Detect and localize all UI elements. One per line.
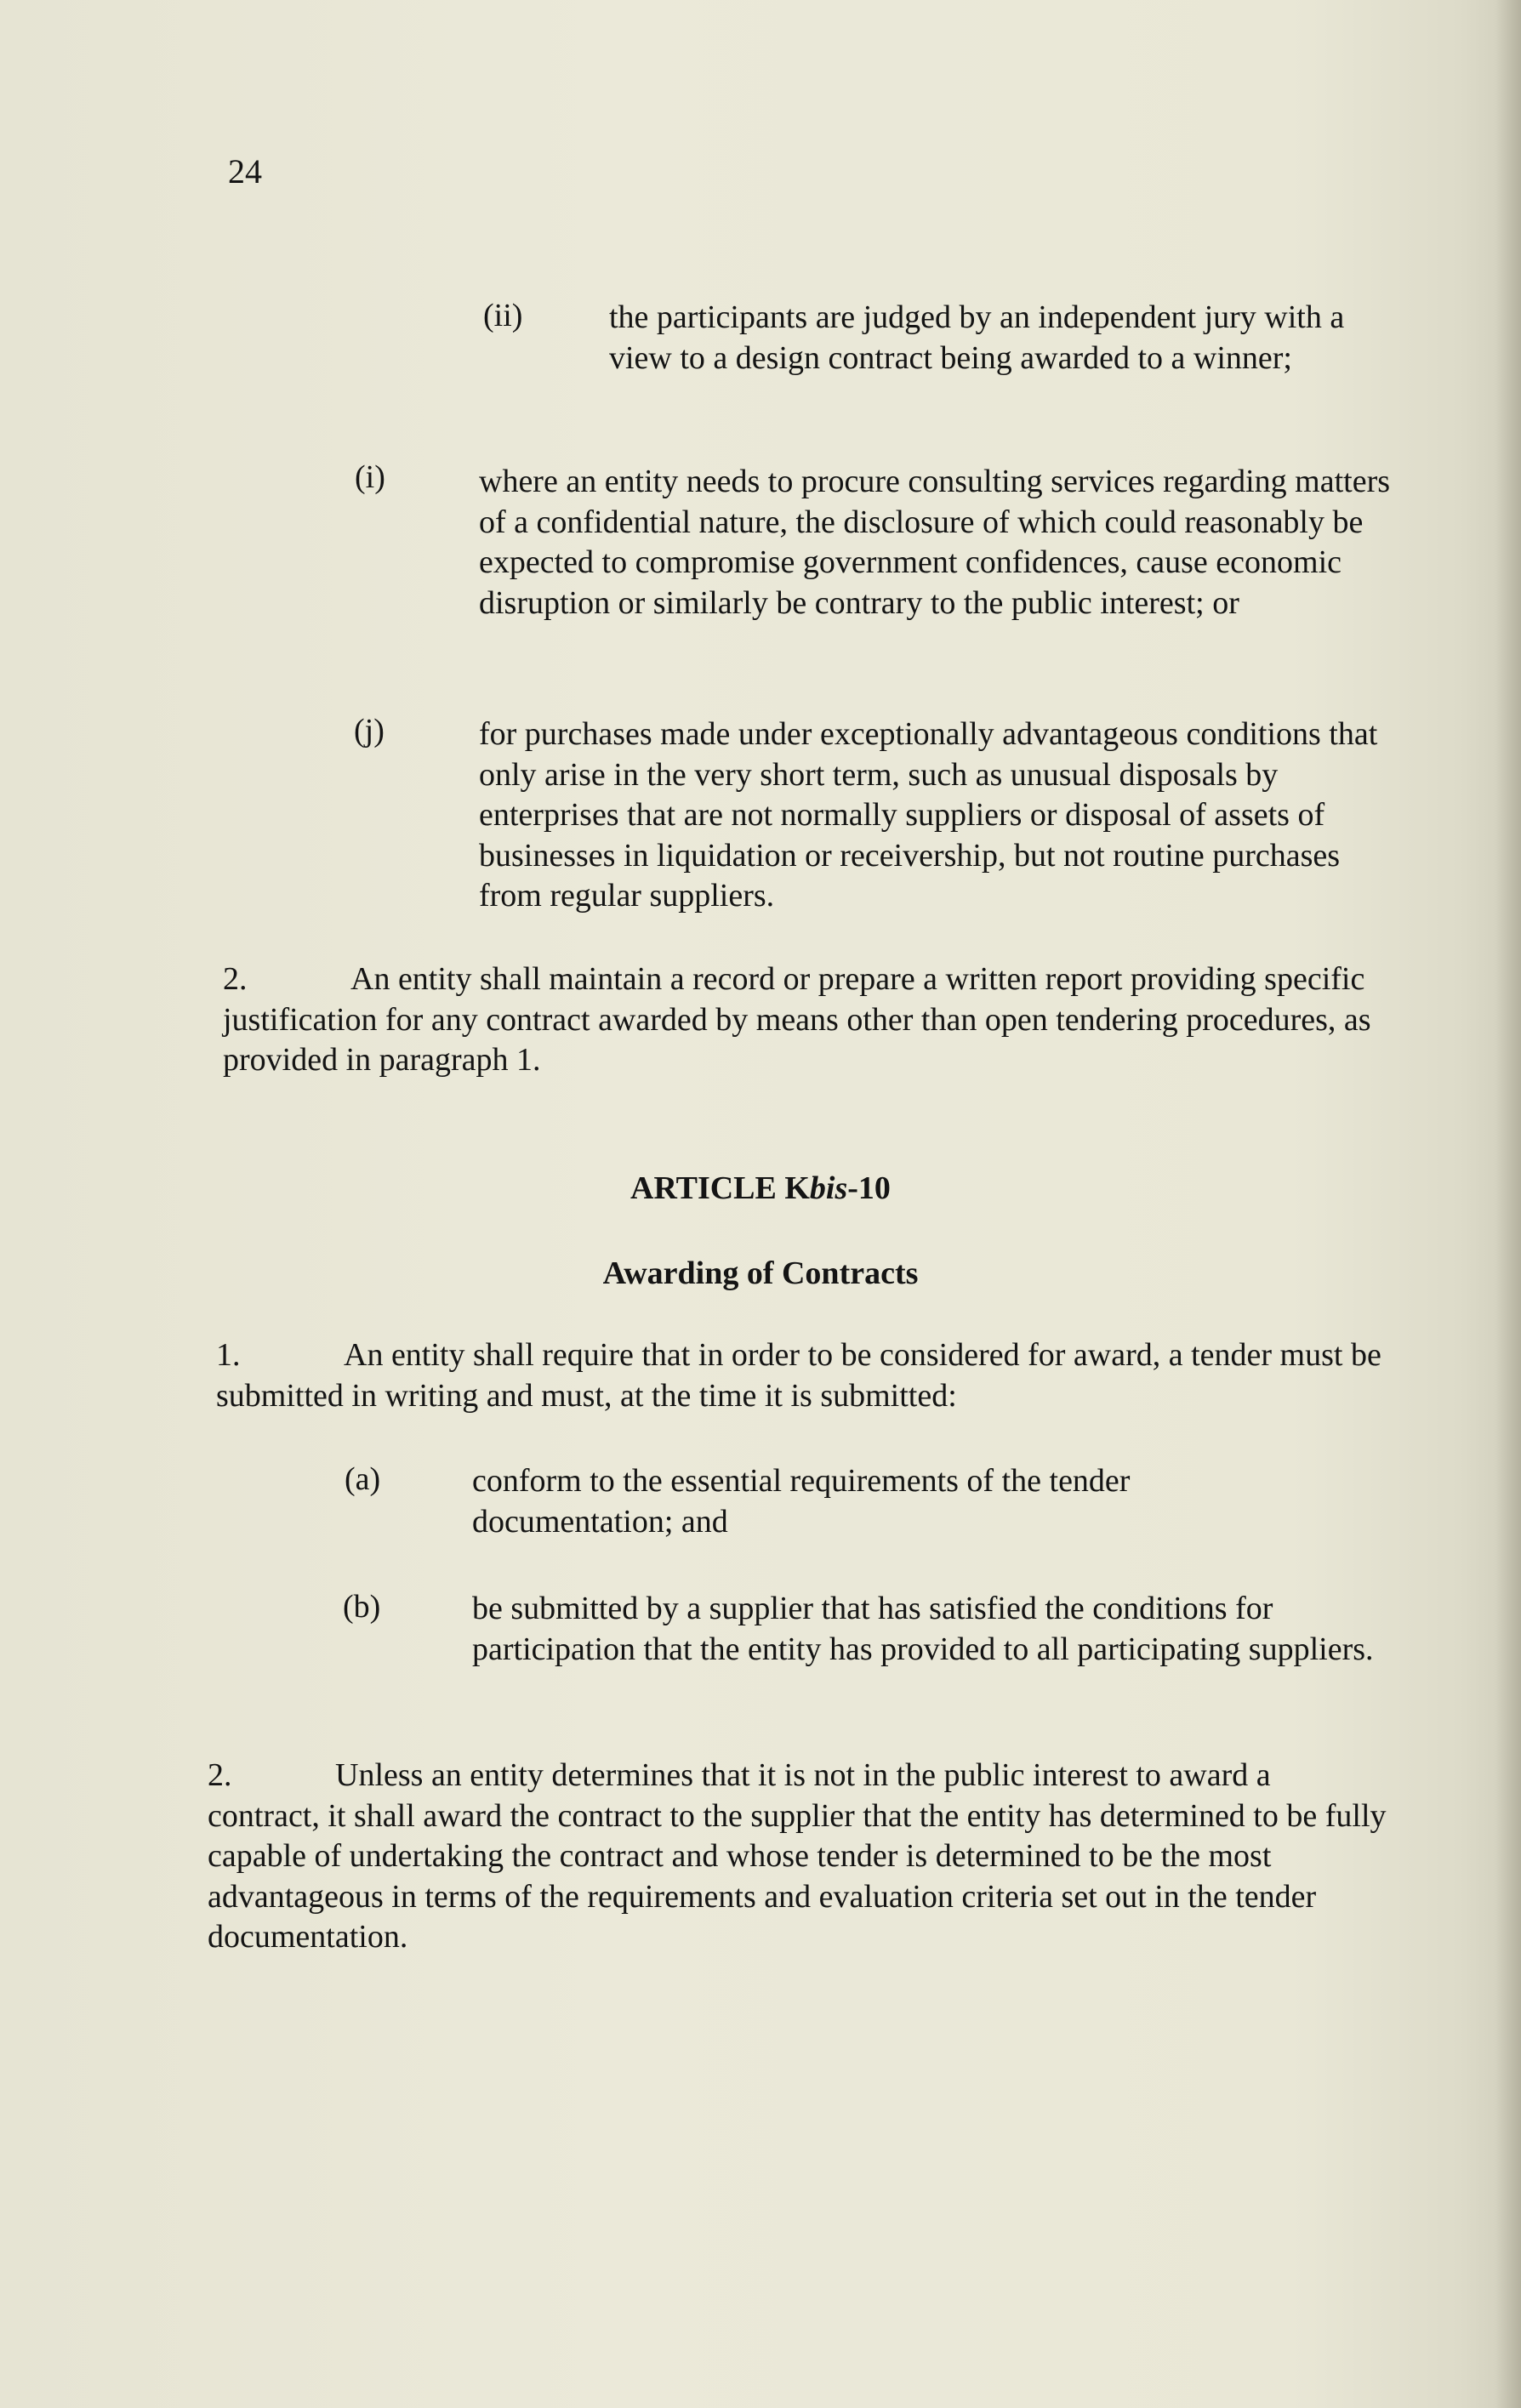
list-marker-i: (i) [355, 459, 385, 495]
article-subtitle: Awarding of Contracts [602, 1255, 919, 1291]
list-item-i-text: where an entity needs to procure consulting services regarding matters of a confidential nature, the disclosure of which could reasonably be expected to compromise government confidences, cause economic disruption or similarly be contrary to the public interest; or [479, 464, 1391, 621]
article-heading-italic: bis [809, 1170, 848, 1206]
paragraph-text: An entity shall require that in order to be considered for award, a tender must be submitted in writing and must, at the time it is submitted: [216, 1337, 1381, 1414]
list-item-j-text: for purchases made under exceptionally advantageous conditions that only arise in the very short term, such as unusual disposals by enterprises that are not normally suppliers or disposal of assets of businesses in liquidation or receivership, but not routine purchases from regular suppliers. [479, 716, 1378, 914]
list-item-b-text: be submitted by a supplier that has satisfied the conditions for participation that the entity has provided to all participating suppliers. [472, 1591, 1374, 1667]
list-marker-j: (j) [354, 713, 385, 749]
paragraph-number: 2. [208, 1757, 232, 1793]
article-heading-prefix: ARTICLE K [630, 1170, 810, 1206]
page-number: 24 [228, 152, 262, 191]
paragraph-number: 2. [223, 961, 248, 997]
list-marker-ii: (ii) [483, 298, 523, 333]
paragraph-text: Unless an entity determines that it is not in the public interest to award a contract, it shall award the contract to the supplier that the entity has determined to be fully capable of undertaking the contract and whose tender is determined to be the most advantageous in terms of the requirements and evaluation criteria set out in the tender documentation. [208, 1757, 1387, 1955]
list-item-a-text: conform to the essential requirements of the tender documentation; and [472, 1463, 1131, 1540]
paragraph-text: An entity shall maintain a record or prepare a written report providing specific justification for any contract awarded by means other than open tendering procedures, as provided in paragraph 1. [223, 961, 1371, 1078]
paragraph-1 [216, 1335, 1390, 1416]
article-heading-suffix: -10 [847, 1170, 891, 1206]
paragraph-number: 1. [216, 1337, 241, 1373]
list-item-ii-text: the participants are judged by an independent jury with a view to a design contract being awarded to a winner; [609, 299, 1345, 376]
list-marker-a: (a) [345, 1461, 381, 1497]
paragraph-2-first [223, 959, 1380, 1081]
article-heading [0, 1169, 1521, 1208]
paragraph-2-second [208, 1756, 1390, 1958]
list-marker-b: (b) [343, 1589, 381, 1625]
